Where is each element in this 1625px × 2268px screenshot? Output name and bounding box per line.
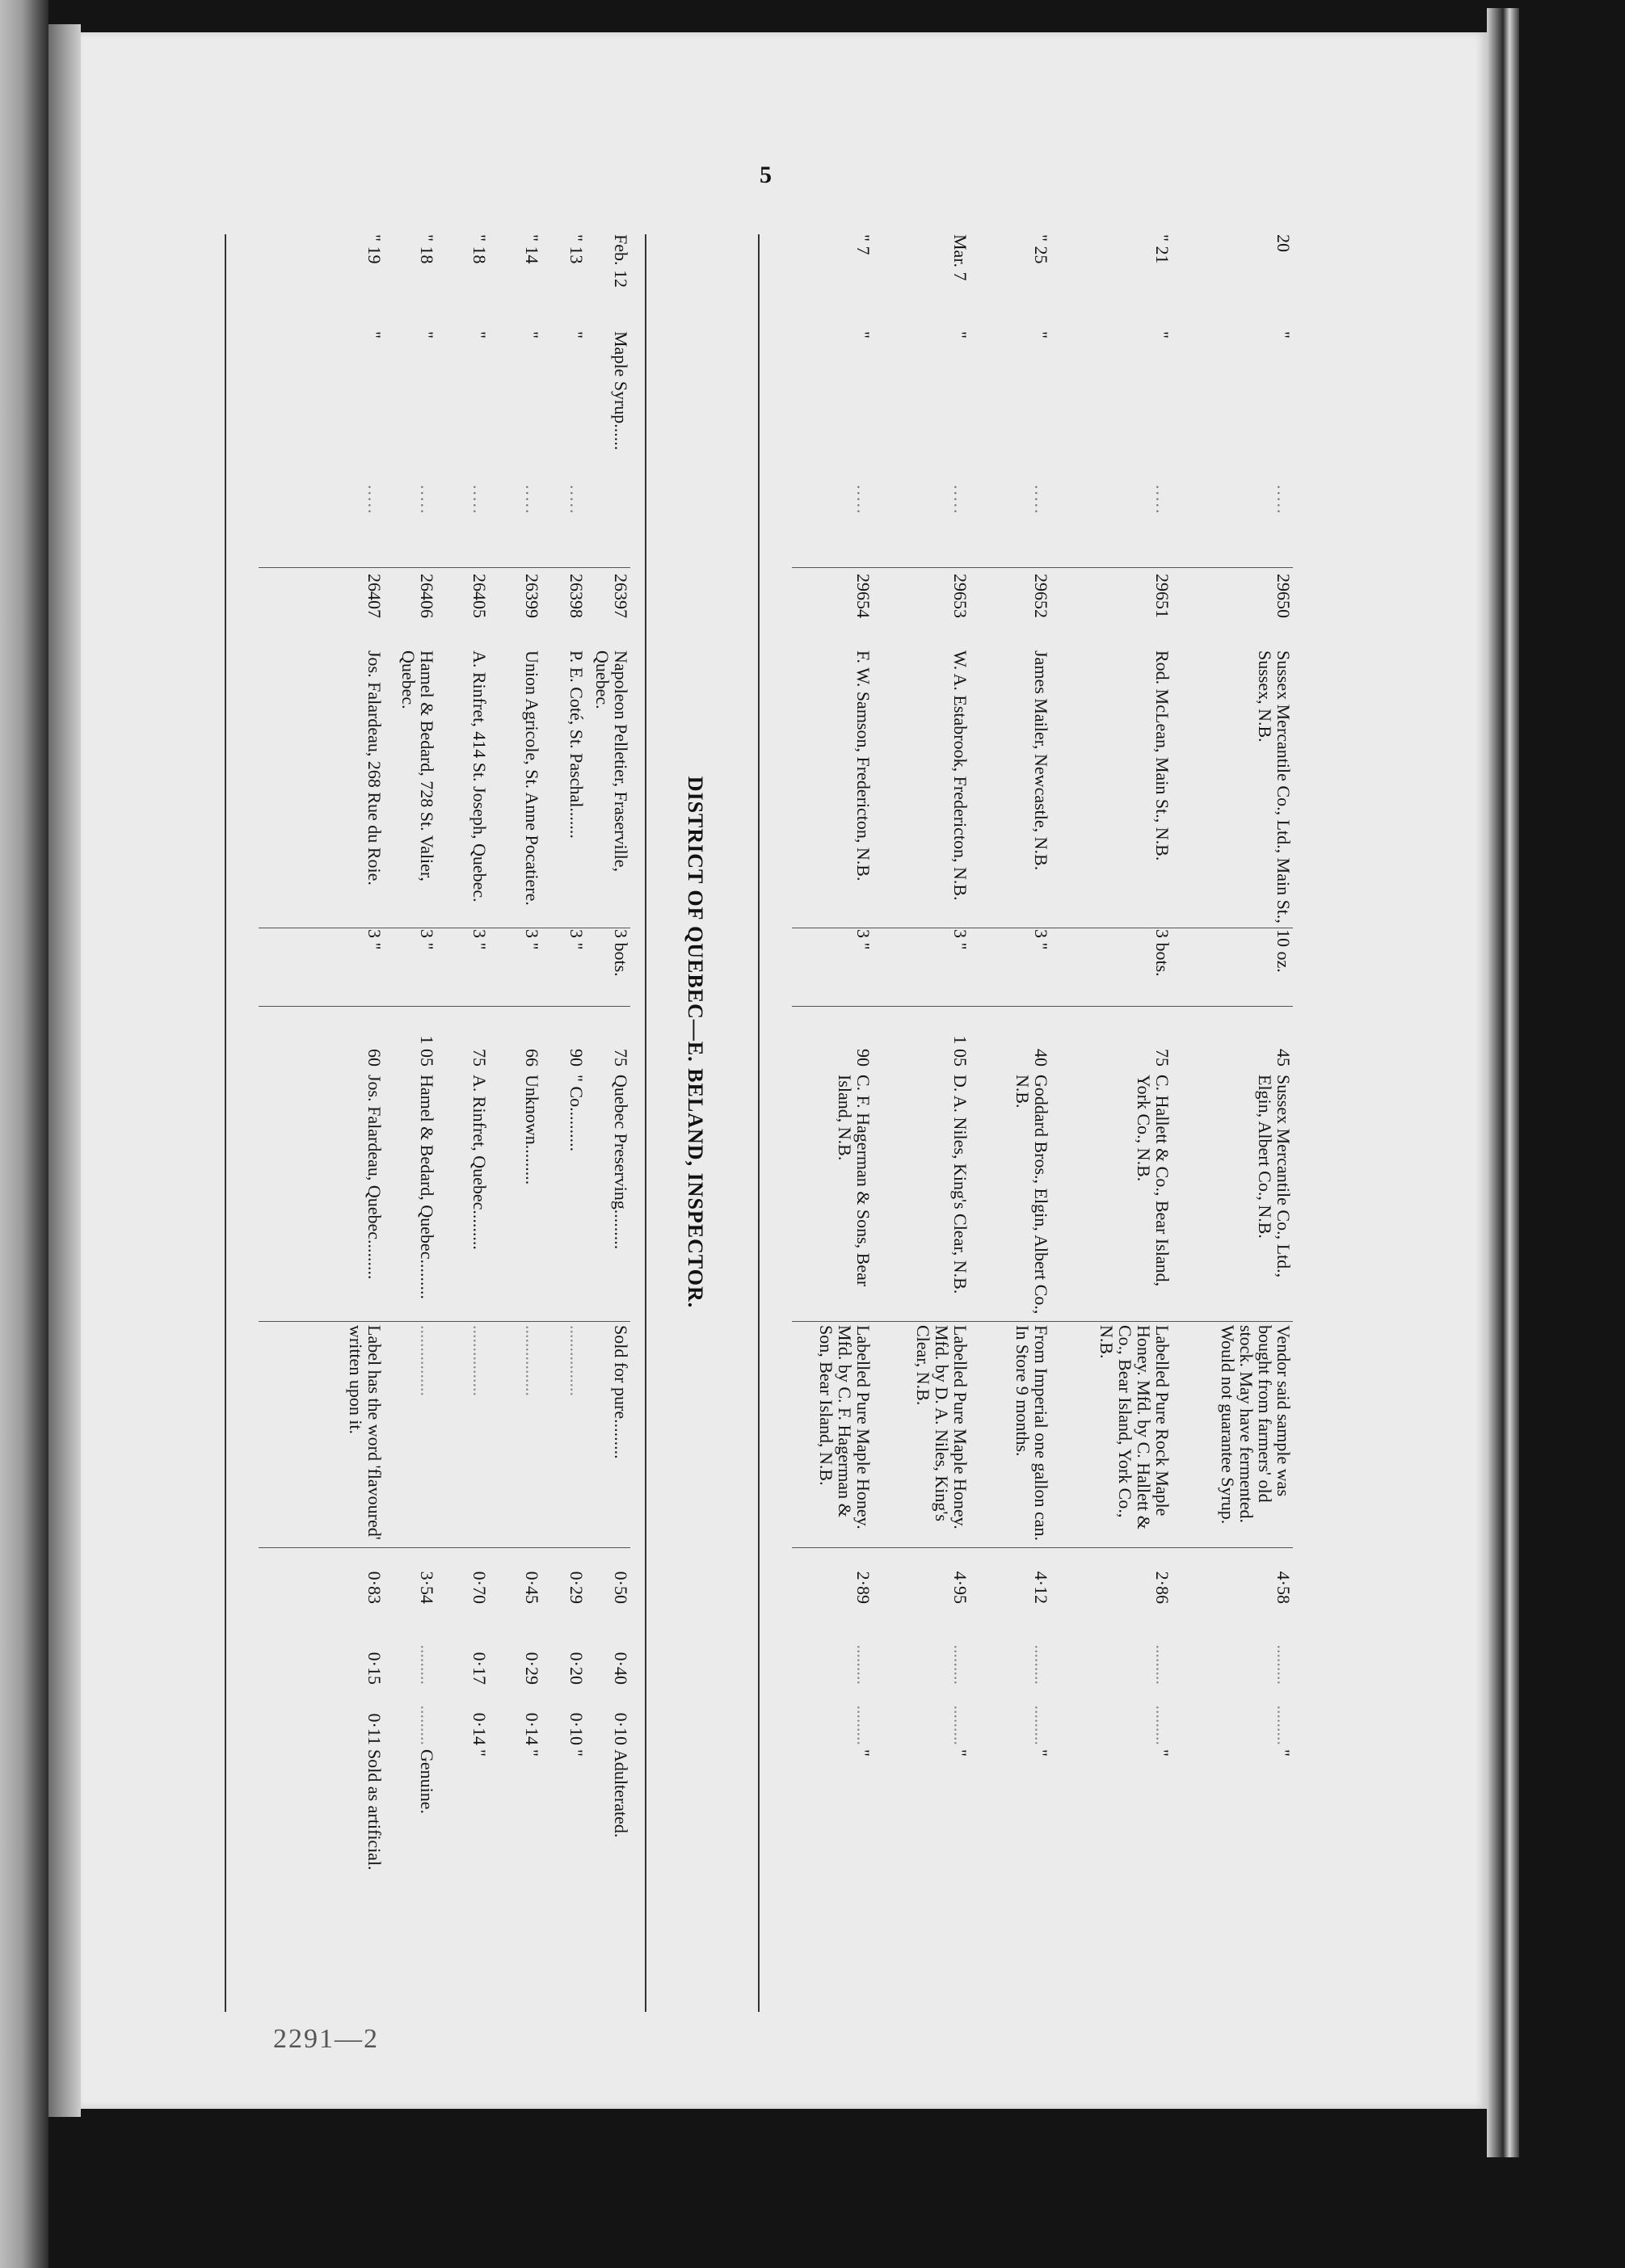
column-rule [792,1547,1293,1548]
manufacturer-cell: A. Rinfret, Quebec......... [469,1075,490,1250]
sample-number-cell: 26399 [522,574,542,618]
analysis-value-cell: ......... [950,1644,970,1685]
article-cell: " [950,331,970,339]
result-cell: " [1152,1749,1172,1757]
manufacturer-cell: C. Hallett & Co., Bear Island, York Co., N.B. [1134,1075,1172,1287]
leader-dots: ..... [1031,485,1051,515]
analysis-value-cell: ......... [417,1644,437,1685]
analysis-value-cell: 4·95 [950,1571,970,1604]
result-cell: " [522,1749,542,1757]
analysis-value-cell: 2·86 [1152,1571,1172,1604]
right-page-edge [1487,8,1519,2157]
analysis-value-cell: 0·83 [364,1571,385,1604]
price-cell: 90 [566,1049,587,1067]
remarks-cell: ................ [417,1325,437,1396]
analysis-value-cell: ......... [853,1644,874,1685]
remarks-cell: Sold for pure......... [611,1325,631,1459]
vendor-cell: Rod. McLean, Main St., N.B. [1152,650,1172,861]
previous-page-edge [48,24,81,2117]
leader-dots: ..... [1152,485,1172,515]
price-cell: 75 [1152,1049,1172,1067]
remarks-cell: Label has the word 'flavoured' written upon it. [346,1325,385,1540]
remarks-cell: ................ [469,1325,490,1396]
date-cell: " 19 [364,234,385,264]
remarks-cell: From Imperial one gallon can. In Store 9 months. [1012,1325,1051,1541]
price-cell: 60 [364,1049,385,1067]
result-cell: " [566,1749,587,1757]
manufacturer-cell: Goddard Bros., Elgin, Albert Co., N.B. [1012,1075,1051,1315]
quantity-cell: 3 " [853,929,874,950]
article-cell: " [853,331,874,339]
sample-number-cell: 26407 [364,574,385,618]
quantity-cell: 3 " [950,929,970,950]
sample-number-cell: 29654 [853,574,874,618]
remarks-cell: Labelled Pure Maple Honey. Mfd. by C. F. Hagerman & Son, Bear Island, N.B. [816,1325,874,1530]
column-rule [259,1321,630,1322]
leader-dots: ..... [566,485,587,515]
date-cell: " 13 [566,234,587,264]
remarks-cell: ................ [566,1325,587,1396]
sample-number-cell: 29650 [1273,574,1294,618]
date-cell: " 25 [1031,234,1051,264]
result-cell: " [469,1749,490,1757]
analysis-value-cell: 4·12 [1031,1571,1051,1604]
leader-dots: ..... [417,485,437,515]
sample-number-cell: 26398 [566,574,587,618]
column-rule [259,1547,630,1548]
manufacturer-cell: Quebec Preserving......... [611,1075,631,1250]
vendor-cell: Jos. Falardeau, 268 Rue du Roie. [364,650,385,886]
result-cell: Genuine. [417,1749,437,1815]
result-cell: " [1031,1749,1051,1757]
price-cell: 75 [611,1049,631,1067]
leader-dots: ..... [364,485,385,515]
analysis-value-cell: 4·58 [1273,1571,1294,1604]
date-cell: Mar. 7 [950,234,970,281]
sample-number-cell: 26406 [417,574,437,618]
date-cell: " 7 [853,234,874,255]
section-rule [645,234,646,2012]
result-cell: Adulterated. [611,1749,631,1838]
analysis-value-cell: 0·17 [469,1652,490,1685]
article-cell: " [469,331,490,339]
column-rule [792,567,1293,568]
article-cell: " [566,331,587,339]
analysis-value-cell: 0·10 [566,1712,587,1745]
price-cell: 1 05 [417,1035,437,1067]
column-rule [792,1321,1293,1322]
quantity-cell: 3 " [364,929,385,950]
quantity-cell: 3 " [469,929,490,950]
analysis-value-cell: ......... [1152,1705,1172,1745]
vendor-cell: W. A. Estabrook, Fredericton, N.B. [950,650,970,901]
analysis-value-cell: 3·54 [417,1571,437,1604]
result-cell: " [1273,1749,1294,1757]
quantity-cell: 3 " [1031,929,1051,950]
vendor-cell: P. E. Coté, St. Paschal....... [566,650,587,839]
article-cell: " [1152,331,1172,339]
analysis-value-cell: 0·50 [611,1571,631,1604]
analysis-value-cell: 0·14 [469,1712,490,1745]
quantity-cell: 10 oz. [1273,929,1294,973]
date-cell: " 21 [1152,234,1172,264]
manufacturer-cell: Jos. Falardeau, Quebec......... [364,1075,385,1280]
date-cell: Feb. 12 [611,234,631,288]
analysis-value-cell: 0·45 [522,1571,542,1604]
section-rule [758,234,760,2012]
remarks-cell: Labelled Pure Rock Maple Honey. Mfd. by C. Hallett & Co., Bear Island, York Co., N.B. [1097,1325,1172,1530]
result-cell: " [853,1749,874,1757]
vendor-cell: Union Agricole, St. Anne Pocatiere. [522,650,542,906]
analysis-value-cell: ......... [950,1705,970,1745]
article-cell: " [364,331,385,339]
analysis-value-cell: 0·11 [364,1713,385,1745]
result-cell: Sold as artificial. [364,1749,385,1870]
analysis-value-cell: 0·20 [566,1652,587,1685]
rotated-table [81,234,1293,2012]
sample-number-cell: 26405 [469,574,490,618]
article-cell: " [417,331,437,339]
vendor-cell: Napoleon Pelletier, Fraserville, Quebec. [592,650,631,873]
price-cell: 90 [853,1049,874,1067]
price-cell: 1 05 [950,1035,970,1067]
remarks-cell: Labelled Pure Maple Honey. Mfd. by D. A. Niles, King's Clear, N.B. [913,1325,970,1530]
leader-dots: ..... [853,485,874,515]
quantity-cell: 3 " [522,929,542,950]
article-cell: Maple Syrup...... [611,331,631,451]
quantity-cell: 3 " [566,929,587,950]
vendor-cell: Hamel & Bedard, 728 St. Valier, Quebec. [398,650,437,882]
page-number: 5 [760,162,772,188]
article-cell: " [1031,331,1051,339]
manufacturer-cell: Unknown......... [522,1075,542,1185]
result-cell: " [950,1749,970,1757]
vendor-cell: James Mailer, Newcastle, N.B. [1031,650,1051,871]
analysis-value-cell: ......... [1031,1644,1051,1685]
leader-dots: ..... [522,485,542,515]
quantity-cell: 3 " [417,929,437,950]
leader-dots: ..... [950,485,970,515]
vendor-cell: Sussex Mercantile Co., Ltd., Main St., Sussex, N.B. [1255,650,1294,924]
date-cell: " 14 [522,234,542,264]
footer-signature-code: 2291—2 [273,2024,379,2054]
article-cell: " [522,331,542,339]
leader-dots: ..... [469,485,490,515]
analysis-value-cell: 2·89 [853,1571,874,1604]
manufacturer-cell: " Co.......... [566,1075,587,1152]
manufacturer-cell: C. F. Hagerman & Sons, Bear Island, N.B. [835,1075,874,1287]
analysis-value-cell: ......... [1273,1705,1294,1745]
analysis-value-cell: ......... [853,1705,874,1745]
quantity-cell: 3 bots. [1152,929,1172,977]
sample-number-cell: 26397 [611,574,631,618]
vendor-cell: A. Rinfret, 414 St. Joseph, Quebec. [469,650,490,903]
section-rule [225,234,226,2012]
district-heading: DISTRICT OF QUEBEC—E. BELAND, INSPECTOR. [684,776,707,1309]
analysis-value-cell: 0·29 [566,1571,587,1604]
date-cell: " 18 [417,234,437,264]
price-cell: 45 [1273,1049,1294,1067]
analysis-value-cell: 0·15 [364,1652,385,1685]
column-rule [259,567,630,568]
sample-number-cell: 29651 [1152,574,1172,618]
price-cell: 66 [522,1049,542,1067]
analysis-value-cell: ......... [1031,1705,1051,1745]
analysis-value-cell: 0·10 [611,1712,631,1745]
analysis-value-cell: ......... [417,1705,437,1745]
article-cell: " [1273,331,1294,339]
vendor-cell: F. W. Samson, Fredericton, N.B. [853,650,874,882]
analysis-value-cell: 0·29 [522,1652,542,1685]
remarks-cell: Vendor said sample was bought from farmers' old stock. May have fermented. Would not guarantee Syrup. [1218,1325,1294,1525]
analysis-value-cell: 0·14 [522,1712,542,1745]
column-rule [259,1006,630,1007]
manufacturer-cell: D. A. Niles, King's Clear, N.B. [950,1075,970,1294]
date-cell: 20 [1273,234,1294,252]
analysis-value-cell: ......... [1152,1644,1172,1685]
leader-dots: ..... [1273,485,1294,515]
sample-number-cell: 29652 [1031,574,1051,618]
book-spine [0,0,48,2268]
manufacturer-cell: Hamel & Bedard, Quebec......... [417,1075,437,1299]
quantity-cell: 3 bots. [611,929,631,977]
column-rule [792,1006,1293,1007]
analysis-value-cell: 0·40 [611,1652,631,1685]
manufacturer-cell: Sussex Mercantile Co., Ltd., Elgin, Albert Co., N.B. [1255,1075,1294,1278]
analysis-value-cell: ......... [1273,1644,1294,1685]
remarks-cell: ................ [522,1325,542,1396]
analysis-value-cell: 0·70 [469,1571,490,1604]
date-cell: " 18 [469,234,490,264]
sample-number-cell: 29653 [950,574,970,618]
price-cell: 40 [1031,1049,1051,1067]
price-cell: 75 [469,1049,490,1067]
